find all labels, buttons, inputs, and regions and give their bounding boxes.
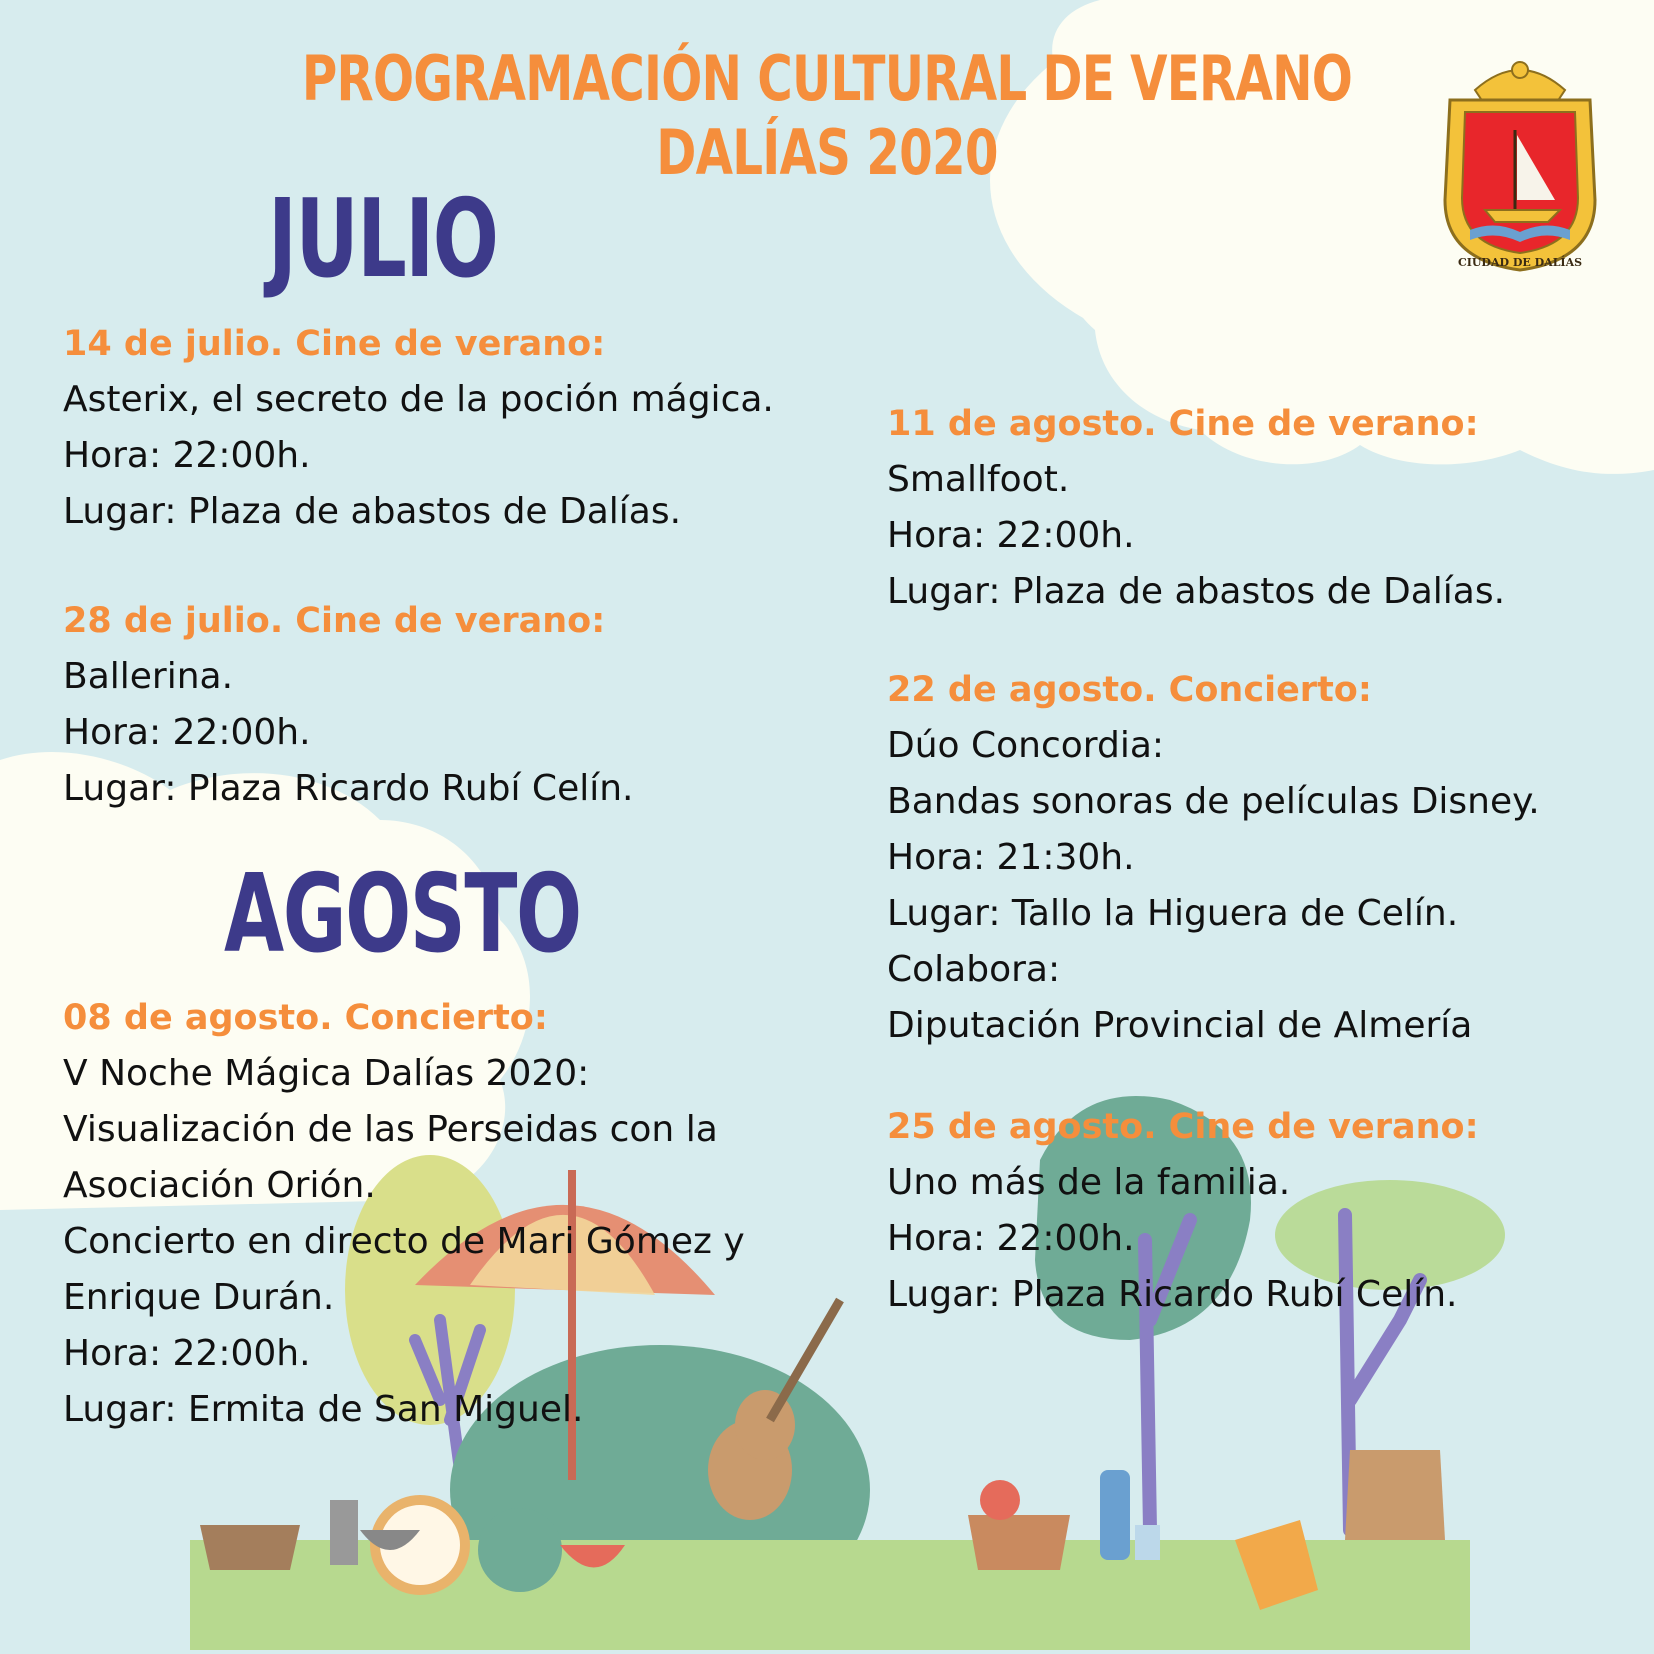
event-heading: 22 de agosto. Concierto: [887,670,1372,710]
event-description: Asociación Orión. [63,1165,376,1206]
event-22-agosto [887,662,1540,1054]
event-time: Hora: 22:00h. [63,712,311,753]
month-heading-july: JULIO [268,177,498,302]
event-title: Dúo Concordia: [887,725,1165,766]
event-title: Smallfoot. [887,459,1070,500]
event-place: Lugar: Tallo la Higuera de Celín. [887,893,1459,934]
event-time: Hora: 22:00h. [63,435,311,476]
event-description: Enrique Durán. [63,1277,335,1318]
event-heading: 25 de agosto. Cine de verano: [887,1107,1479,1147]
page-title-line2: DALÍAS 2020 [656,116,998,189]
event-description: Bandas sonoras de películas Disney. [887,781,1540,822]
event-title: V Noche Mágica Dalías 2020: [63,1053,590,1094]
event-time: Hora: 22:00h. [887,1218,1135,1259]
event-collaborator-label: Colabora: [887,949,1061,990]
coat-of-arms-logo [1420,50,1620,276]
event-place: Lugar: Ermita de San Miguel. [63,1389,584,1430]
event-title: Uno más de la familia. [887,1162,1291,1203]
event-heading: 11 de agosto. Cine de verano: [887,404,1479,444]
event-place: Lugar: Plaza de abastos de Dalías. [63,491,682,532]
event-time: Hora: 22:00h. [887,515,1135,556]
event-description: Concierto en directo de Mari Gómez y [63,1221,745,1262]
event-14-julio [63,316,774,540]
event-heading: 08 de agosto. Concierto: [63,998,548,1038]
event-place: Lugar: Plaza Ricardo Rubí Celín. [63,768,634,809]
event-heading: 14 de julio. Cine de verano: [63,324,606,364]
logo-ring-text: CIUDAD DE DALÍAS [1457,256,1583,269]
event-25-agosto [887,1099,1479,1323]
event-11-agosto [887,396,1505,620]
event-heading: 28 de julio. Cine de verano: [63,601,606,641]
event-28-julio [63,593,633,817]
event-place: Lugar: Plaza Ricardo Rubí Celín. [887,1274,1458,1315]
event-title: Asterix, el secreto de la poción mágica. [63,379,774,420]
event-title: Ballerina. [63,656,234,697]
event-description: Visualización de las Perseidas con la [63,1109,718,1150]
page-title-line1: PROGRAMACIÓN CULTURAL DE VERANO [301,42,1353,115]
event-08-agosto [63,990,745,1438]
event-collaborator: Diputación Provincial de Almería [887,1005,1473,1046]
month-heading-august: AGOSTO [224,852,581,977]
event-time: Hora: 22:00h. [63,1333,311,1374]
event-time: Hora: 21:30h. [887,837,1135,878]
event-place: Lugar: Plaza de abastos de Dalías. [887,571,1506,612]
